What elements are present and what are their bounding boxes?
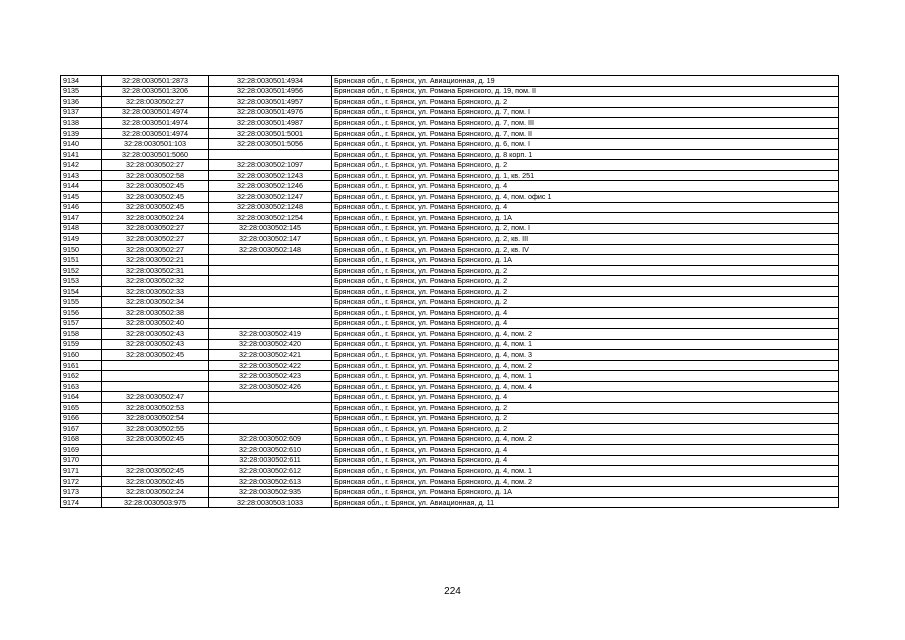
- object-number-cell: 32:28:0030502:1246: [209, 181, 332, 192]
- row-number-cell: 9134: [61, 76, 102, 87]
- table-row: [61, 445, 839, 456]
- parcel-number-cell: 32:28:0030502:24: [102, 487, 209, 498]
- object-number-cell: 32:28:0030502:1243: [209, 170, 332, 181]
- object-number-cell: 32:28:0030502:145: [209, 223, 332, 234]
- row-number-cell: 9146: [61, 202, 102, 213]
- object-number-cell: [209, 297, 332, 308]
- parcel-number-cell: 32:28:0030502:45: [102, 434, 209, 445]
- row-number-cell: 9138: [61, 118, 102, 129]
- address-cell: Брянская обл., г. Брянск, ул. Романа Брянского, д. 2: [332, 276, 839, 287]
- object-number-cell: 32:28:0030502:148: [209, 244, 332, 255]
- table-row: [61, 339, 839, 350]
- table-row: [61, 487, 839, 498]
- parcel-number-cell: 32:28:0030501:4974: [102, 128, 209, 139]
- object-number-cell: 32:28:0030502:419: [209, 329, 332, 340]
- address-cell: Брянская обл., г. Брянск, ул. Романа Брянского, д. 7, пом. II: [332, 128, 839, 139]
- page-number: 224: [444, 586, 461, 597]
- row-number-cell: 9144: [61, 181, 102, 192]
- row-number-cell: 9145: [61, 192, 102, 203]
- object-number-cell: 32:28:0030501:5001: [209, 128, 332, 139]
- object-number-cell: [209, 286, 332, 297]
- object-number-cell: [209, 318, 332, 329]
- row-number-cell: 9157: [61, 318, 102, 329]
- parcel-number-cell: [102, 371, 209, 382]
- address-cell: Брянская обл., г. Брянск, ул. Романа Брянского, д. 4: [332, 392, 839, 403]
- address-cell: Брянская обл., г. Брянск, ул. Романа Брянского, д. 4: [332, 202, 839, 213]
- parcel-number-cell: [102, 445, 209, 456]
- object-number-cell: 32:28:0030503:1033: [209, 497, 332, 508]
- table-row: [61, 202, 839, 213]
- row-number-cell: 9137: [61, 107, 102, 118]
- parcel-number-cell: 32:28:0030501:4974: [102, 107, 209, 118]
- address-cell: Брянская обл., г. Брянск, ул. Романа Брянского, д. 1А: [332, 213, 839, 224]
- row-number-cell: 9160: [61, 350, 102, 361]
- address-cell: Брянская обл., г. Брянск, ул. Романа Брянского, д. 2: [332, 265, 839, 276]
- object-number-cell: 32:28:0030502:426: [209, 381, 332, 392]
- table-row: [61, 118, 839, 129]
- table-row: [61, 276, 839, 287]
- row-number-cell: 9150: [61, 244, 102, 255]
- table-row: [61, 455, 839, 466]
- row-number-cell: 9169: [61, 445, 102, 456]
- table-row: [61, 149, 839, 160]
- row-number-cell: 9167: [61, 424, 102, 435]
- parcel-number-cell: 32:28:0030502:45: [102, 476, 209, 487]
- table-row: [61, 466, 839, 477]
- parcel-number-cell: 32:28:0030502:38: [102, 308, 209, 319]
- parcel-number-cell: 32:28:0030502:32: [102, 276, 209, 287]
- table-row: [61, 308, 839, 319]
- object-number-cell: 32:28:0030502:613: [209, 476, 332, 487]
- parcel-number-cell: 32:28:0030502:47: [102, 392, 209, 403]
- address-cell: Брянская обл., г. Брянск, ул. Романа Брянского, д. 4, пом. 1: [332, 466, 839, 477]
- parcel-number-cell: 32:28:0030502:21: [102, 255, 209, 266]
- object-number-cell: 32:28:0030501:4976: [209, 107, 332, 118]
- row-number-cell: 9164: [61, 392, 102, 403]
- parcel-number-cell: 32:28:0030502:43: [102, 329, 209, 340]
- table-row: [61, 371, 839, 382]
- object-number-cell: [209, 402, 332, 413]
- table-row: [61, 476, 839, 487]
- object-number-cell: 32:28:0030502:1097: [209, 160, 332, 171]
- table-row: [61, 107, 839, 118]
- object-number-cell: 32:28:0030502:1254: [209, 213, 332, 224]
- parcel-number-cell: 32:28:0030501:2873: [102, 76, 209, 87]
- parcel-number-cell: 32:28:0030502:27: [102, 234, 209, 245]
- parcel-number-cell: 32:28:0030502:55: [102, 424, 209, 435]
- row-number-cell: 9168: [61, 434, 102, 445]
- row-number-cell: 9159: [61, 339, 102, 350]
- table-row: [61, 255, 839, 266]
- address-cell: Брянская обл., г. Брянск, ул. Авиационная, д. 11: [332, 497, 839, 508]
- object-number-cell: 32:28:0030501:4987: [209, 118, 332, 129]
- table-row: [61, 381, 839, 392]
- parcel-number-cell: 32:28:0030502:27: [102, 244, 209, 255]
- row-number-cell: 9155: [61, 297, 102, 308]
- address-cell: Брянская обл., г. Брянск, ул. Романа Брянского, д. 1, кв. 251: [332, 170, 839, 181]
- table-row: [61, 223, 839, 234]
- object-number-cell: [209, 413, 332, 424]
- object-number-cell: [209, 308, 332, 319]
- table-row: [61, 318, 839, 329]
- object-number-cell: 32:28:0030502:1247: [209, 192, 332, 203]
- parcel-number-cell: 32:28:0030501:4974: [102, 118, 209, 129]
- object-number-cell: 32:28:0030502:422: [209, 360, 332, 371]
- address-cell: Брянская обл., г. Брянск, ул. Романа Брянского, д. 4, пом. 1: [332, 339, 839, 350]
- parcel-number-cell: 32:28:0030502:45: [102, 192, 209, 203]
- address-cell: Брянская обл., г. Брянск, ул. Романа Брянского, д. 4, пом. офис 1: [332, 192, 839, 203]
- table-row: [61, 297, 839, 308]
- object-number-cell: [209, 265, 332, 276]
- table-row: [61, 329, 839, 340]
- table-row: [61, 350, 839, 361]
- parcel-number-cell: 32:28:0030502:27: [102, 160, 209, 171]
- row-number-cell: 9152: [61, 265, 102, 276]
- address-cell: Брянская обл., г. Брянск, ул. Романа Брянского, д. 4: [332, 181, 839, 192]
- row-number-cell: 9174: [61, 497, 102, 508]
- table-row: [61, 76, 839, 87]
- address-cell: Брянская обл., г. Брянск, ул. Романа Брянского, д. 4, пом. 3: [332, 350, 839, 361]
- address-cell: Брянская обл., г. Брянск, ул. Романа Брянского, д. 4, пом. 1: [332, 371, 839, 382]
- object-number-cell: 32:28:0030501:4956: [209, 86, 332, 97]
- row-number-cell: 9142: [61, 160, 102, 171]
- object-number-cell: [209, 255, 332, 266]
- object-number-cell: 32:28:0030502:611: [209, 455, 332, 466]
- address-cell: Брянская обл., г. Брянск, ул. Романа Брянского, д. 6, пом. I: [332, 139, 839, 150]
- address-cell: Брянская обл., г. Брянск, ул. Романа Брянского, д. 7, пом. I: [332, 107, 839, 118]
- table-row: [61, 160, 839, 171]
- object-number-cell: 32:28:0030502:610: [209, 445, 332, 456]
- row-number-cell: 9156: [61, 308, 102, 319]
- address-cell: Брянская обл., г. Брянск, ул. Романа Брянского, д. 4, пом. 2: [332, 434, 839, 445]
- cadastral-table: [60, 75, 839, 508]
- table-row: [61, 170, 839, 181]
- address-cell: Брянская обл., г. Брянск, ул. Романа Брянского, д. 2: [332, 160, 839, 171]
- table-row: [61, 128, 839, 139]
- object-number-cell: 32:28:0030502:147: [209, 234, 332, 245]
- object-number-cell: 32:28:0030502:420: [209, 339, 332, 350]
- address-cell: Брянская обл., г. Брянск, ул. Романа Брянского, д. 2: [332, 413, 839, 424]
- address-cell: Брянская обл., г. Брянск, ул. Романа Брянского, д. 2: [332, 97, 839, 108]
- address-cell: Брянская обл., г. Брянск, ул. Романа Брянского, д. 2, кв. III: [332, 234, 839, 245]
- object-number-cell: 32:28:0030502:1248: [209, 202, 332, 213]
- address-cell: Брянская обл., г. Брянск, ул. Романа Брянского, д. 2: [332, 402, 839, 413]
- object-number-cell: 32:28:0030501:4957: [209, 97, 332, 108]
- object-number-cell: [209, 424, 332, 435]
- object-number-cell: 32:28:0030502:609: [209, 434, 332, 445]
- row-number-cell: 9161: [61, 360, 102, 371]
- row-number-cell: 9151: [61, 255, 102, 266]
- table-row: [61, 392, 839, 403]
- parcel-number-cell: 32:28:0030501:103: [102, 139, 209, 150]
- row-number-cell: 9153: [61, 276, 102, 287]
- object-number-cell: 32:28:0030502:423: [209, 371, 332, 382]
- object-number-cell: 32:28:0030502:935: [209, 487, 332, 498]
- address-cell: Брянская обл., г. Брянск, ул. Романа Брянского, д. 7, пом. III: [332, 118, 839, 129]
- table-row: [61, 181, 839, 192]
- address-cell: Брянская обл., г. Брянск, ул. Романа Брянского, д. 4: [332, 445, 839, 456]
- table-row: [61, 265, 839, 276]
- parcel-number-cell: 32:28:0030502:54: [102, 413, 209, 424]
- parcel-number-cell: [102, 381, 209, 392]
- parcel-number-cell: 32:28:0030502:27: [102, 97, 209, 108]
- address-cell: Брянская обл., г. Брянск, ул. Романа Брянского, д. 8 корп. 1: [332, 149, 839, 160]
- table-row: [61, 244, 839, 255]
- table-row: [61, 402, 839, 413]
- parcel-number-cell: [102, 360, 209, 371]
- row-number-cell: 9136: [61, 97, 102, 108]
- table-row: [61, 192, 839, 203]
- table-row: [61, 424, 839, 435]
- row-number-cell: 9162: [61, 371, 102, 382]
- parcel-number-cell: 32:28:0030502:27: [102, 223, 209, 234]
- parcel-number-cell: 32:28:0030502:34: [102, 297, 209, 308]
- address-cell: Брянская обл., г. Брянск, ул. Романа Брянского, д. 2, пом. I: [332, 223, 839, 234]
- table-row: [61, 360, 839, 371]
- row-number-cell: 9173: [61, 487, 102, 498]
- address-cell: Брянская обл., г. Брянск, ул. Романа Брянского, д. 2: [332, 286, 839, 297]
- parcel-number-cell: 32:28:0030501:5060: [102, 149, 209, 160]
- row-number-cell: 9154: [61, 286, 102, 297]
- address-cell: Брянская обл., г. Брянск, ул. Романа Брянского, д. 4, пом. 2: [332, 476, 839, 487]
- parcel-number-cell: 32:28:0030502:40: [102, 318, 209, 329]
- table-row: [61, 434, 839, 445]
- address-cell: Брянская обл., г. Брянск, ул. Романа Брянского, д. 2: [332, 424, 839, 435]
- row-number-cell: 9165: [61, 402, 102, 413]
- table-row: [61, 234, 839, 245]
- parcel-number-cell: [102, 455, 209, 466]
- address-cell: Брянская обл., г. Брянск, ул. Романа Брянского, д. 2: [332, 297, 839, 308]
- row-number-cell: 9139: [61, 128, 102, 139]
- row-number-cell: 9158: [61, 329, 102, 340]
- row-number-cell: 9143: [61, 170, 102, 181]
- object-number-cell: 32:28:0030502:421: [209, 350, 332, 361]
- object-number-cell: 32:28:0030501:4934: [209, 76, 332, 87]
- row-number-cell: 9171: [61, 466, 102, 477]
- address-cell: Брянская обл., г. Брянск, ул. Романа Брянского, д. 4, пом. 4: [332, 381, 839, 392]
- row-number-cell: 9135: [61, 86, 102, 97]
- table-row: [61, 286, 839, 297]
- parcel-number-cell: 32:28:0030502:45: [102, 350, 209, 361]
- address-cell: Брянская обл., г. Брянск, ул. Романа Брянского, д. 4: [332, 308, 839, 319]
- address-cell: Брянская обл., г. Брянск, ул. Авиационная, д. 19: [332, 76, 839, 87]
- row-number-cell: 9148: [61, 223, 102, 234]
- object-number-cell: [209, 149, 332, 160]
- table-row: [61, 139, 839, 150]
- parcel-number-cell: 32:28:0030502:45: [102, 466, 209, 477]
- address-cell: Брянская обл., г. Брянск, ул. Романа Брянского, д. 1А: [332, 255, 839, 266]
- parcel-number-cell: 32:28:0030502:24: [102, 213, 209, 224]
- parcel-number-cell: 32:28:0030501:3206: [102, 86, 209, 97]
- parcel-number-cell: 32:28:0030502:45: [102, 202, 209, 213]
- address-cell: Брянская обл., г. Брянск, ул. Романа Брянского, д. 1А: [332, 487, 839, 498]
- table-row: [61, 497, 839, 508]
- parcel-number-cell: 32:28:0030502:53: [102, 402, 209, 413]
- row-number-cell: 9163: [61, 381, 102, 392]
- parcel-number-cell: 32:28:0030502:45: [102, 181, 209, 192]
- address-cell: Брянская обл., г. Брянск, ул. Романа Брянского, д. 19, пом. II: [332, 86, 839, 97]
- table-row: [61, 413, 839, 424]
- table-body: [61, 76, 839, 508]
- row-number-cell: 9166: [61, 413, 102, 424]
- row-number-cell: 9141: [61, 149, 102, 160]
- table-row: [61, 86, 839, 97]
- object-number-cell: [209, 276, 332, 287]
- address-cell: Брянская обл., г. Брянск, ул. Романа Брянского, д. 4: [332, 455, 839, 466]
- row-number-cell: 9140: [61, 139, 102, 150]
- object-number-cell: 32:28:0030501:5056: [209, 139, 332, 150]
- address-cell: Брянская обл., г. Брянск, ул. Романа Брянского, д. 4, пом. 2: [332, 329, 839, 340]
- address-cell: Брянская обл., г. Брянск, ул. Романа Брянского, д. 4: [332, 318, 839, 329]
- row-number-cell: 9170: [61, 455, 102, 466]
- table-row: [61, 97, 839, 108]
- table-row: [61, 213, 839, 224]
- row-number-cell: 9172: [61, 476, 102, 487]
- object-number-cell: 32:28:0030502:612: [209, 466, 332, 477]
- object-number-cell: [209, 392, 332, 403]
- parcel-number-cell: 32:28:0030502:33: [102, 286, 209, 297]
- address-cell: Брянская обл., г. Брянск, ул. Романа Брянского, д. 2, кв. IV: [332, 244, 839, 255]
- parcel-number-cell: 32:28:0030503:975: [102, 497, 209, 508]
- row-number-cell: 9147: [61, 213, 102, 224]
- parcel-number-cell: 32:28:0030502:43: [102, 339, 209, 350]
- parcel-number-cell: 32:28:0030502:31: [102, 265, 209, 276]
- row-number-cell: 9149: [61, 234, 102, 245]
- address-cell: Брянская обл., г. Брянск, ул. Романа Брянского, д. 4, пом. 2: [332, 360, 839, 371]
- parcel-number-cell: 32:28:0030502:58: [102, 170, 209, 181]
